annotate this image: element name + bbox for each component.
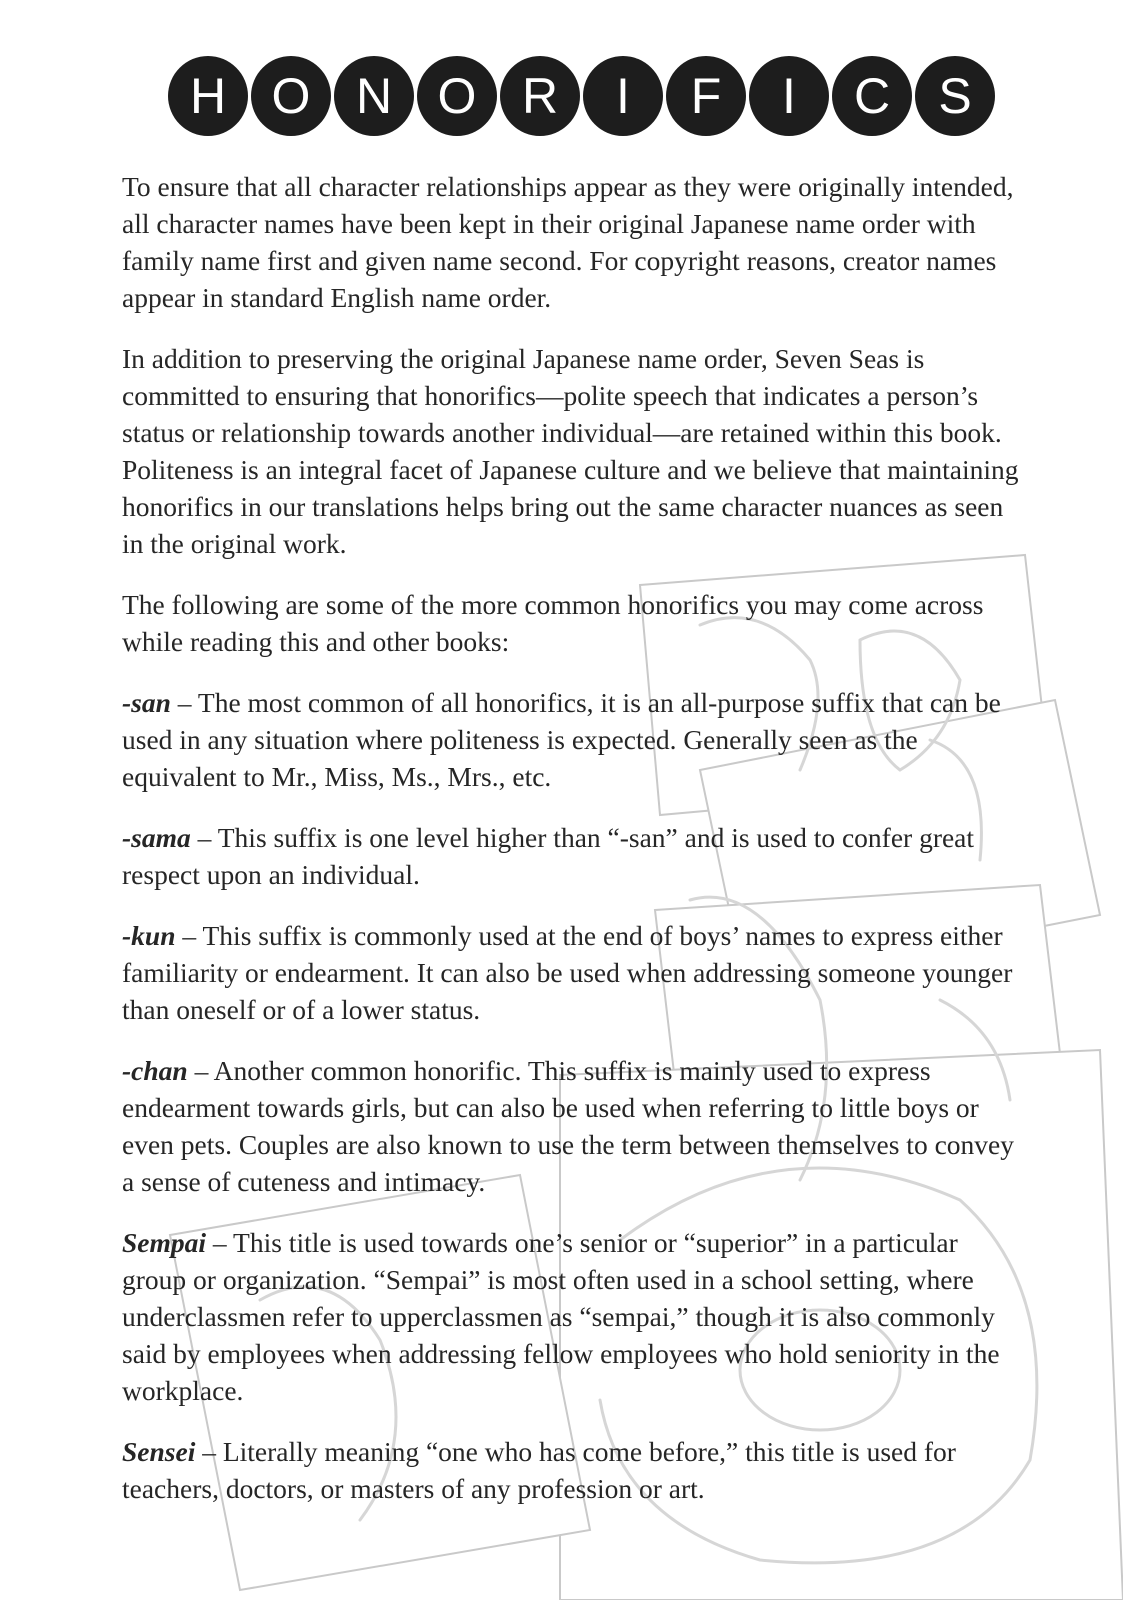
honorific-description: – This suffix is commonly used at the end of boys’ names to express either familiarity or endearment. It can also be used when addressing someone younger than oneself or of a lower status.: [122, 920, 1013, 1025]
title-letter: N: [334, 56, 414, 136]
title-letter: C: [832, 56, 912, 136]
honorific-description: – This suffix is one level higher than “-san” and is used to confer great respect upon an individual.: [122, 822, 975, 890]
honorific-description: – This title is used towards one’s senior or “superior” in a particular group or organization. “Sempai” is most often used in a school setting, where underclassmen refer to upperclassmen as “sempai,” though it is also commonly said by employees when addressing fellow employees who hold seniority in the workplace.: [122, 1227, 1000, 1406]
honorific-description: – Literally meaning “one who has come before,” this title is used for teachers, doctors, or masters of any profession or art.: [122, 1436, 956, 1504]
honorific-entry-chan: [122, 1052, 1022, 1200]
honorific-entry-kun: [122, 917, 1022, 1028]
honorifics-title: [168, 56, 995, 136]
title-letter: I: [749, 56, 829, 136]
honorific-description: – The most common of all honorifics, it is an all-purpose suffix that can be used in any situation where politeness is expected. Generally seen as the equivalent to Mr., Miss, Ms., Mrs., etc.: [122, 687, 1001, 792]
title-letter: H: [168, 56, 248, 136]
intro-paragraph: To ensure that all character relationships appear as they were originally intended, all character names have been kept in their original Japanese name order with family name first and given name second. For copyright reasons, creator names appear in standard English name order.: [122, 171, 1014, 313]
honorific-term: Sempai: [122, 1227, 207, 1258]
title-letter: S: [915, 56, 995, 136]
honorific-term: Sensei: [122, 1436, 196, 1467]
honorific-term: -san: [122, 687, 171, 718]
body-text: [122, 168, 1022, 1531]
title-letter: I: [583, 56, 663, 136]
title-letter: F: [666, 56, 746, 136]
honorific-entry-san: [122, 684, 1022, 795]
honorific-term: -sama: [122, 822, 191, 853]
honorific-term: -chan: [122, 1055, 188, 1086]
honorific-term: -kun: [122, 920, 176, 951]
intro-paragraph: In addition to preserving the original Japanese name order, Seven Seas is committed to ensuring that honorifics—polite speech that indicates a person’s status or relationship towards another individual—are retained within this book. Politeness is an integral facet of Japanese culture and we believe that maintaining honorifics in our translations helps bring out the same character nuances as seen in the original work.: [122, 343, 1019, 559]
title-letter: R: [500, 56, 580, 136]
honorific-description: – Another common honorific. This suffix is mainly used to express endearment towards girls, but can also be used when referring to little boys or even pets. Couples are also known to use the term between themselves to convey a sense of cuteness and intimacy.: [122, 1055, 1014, 1197]
honorific-entry-sama: [122, 819, 1022, 893]
intro-paragraph: The following are some of the more common honorifics you may come across while reading this and other books:: [122, 589, 984, 657]
honorific-entry-sempai: [122, 1224, 1022, 1409]
title-letter: O: [251, 56, 331, 136]
title-letter: O: [417, 56, 497, 136]
honorific-entry-sensei: [122, 1433, 1022, 1507]
